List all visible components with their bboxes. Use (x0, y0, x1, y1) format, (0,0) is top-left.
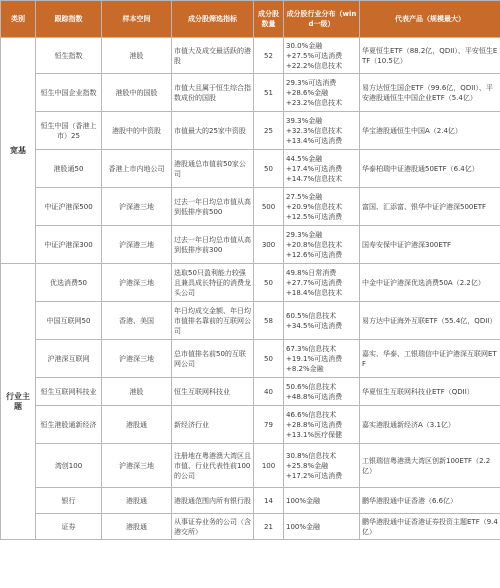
dist-line: +48.8%可选消费 (286, 392, 343, 401)
header-products: 代表产品（规模最大） (360, 1, 500, 38)
index-name: 恒生互联网科技业 (36, 378, 102, 406)
screening-criteria: 恒生互联网科技业 (172, 378, 254, 406)
dist-line: 100%金融 (286, 496, 321, 505)
representative-product: 易方达中证海外互联ETF（55.4亿，QDII） (360, 302, 500, 340)
representative-product: 富国、汇添富、银华中证沪港深500ETF (360, 188, 500, 226)
dist-line: +13.1%医疗保健 (286, 430, 343, 439)
category-industry-theme: 行业主题 (1, 264, 36, 540)
dist-line: 46.6%信息技术 (286, 410, 337, 419)
dist-line: 50.6%信息技术 (286, 382, 337, 391)
table-header-row (1, 1, 500, 38)
screening-criteria: 过去一年日均总市值从高到低排序前300 (172, 226, 254, 264)
sample-space: 沪深港三地 (102, 188, 172, 226)
dist-line: +8.2%金融 (286, 364, 324, 373)
industry-distribution (284, 38, 360, 74)
industry-distribution (284, 112, 360, 150)
dist-line: +17.4%可选消费 (286, 164, 343, 173)
constituent-count: 51 (254, 74, 284, 112)
screening-criteria: 注册地在粤港澳大湾区且市值、行业代表性前100的公司 (172, 444, 254, 488)
industry-distribution (284, 226, 360, 264)
dist-line: +23.2%信息技术 (286, 98, 343, 107)
table-row (1, 264, 500, 302)
constituent-count: 25 (254, 112, 284, 150)
index-name: 中证沪港深500 (36, 188, 102, 226)
header-industry-dist: 成分股行业分布（wind一级） (284, 1, 360, 38)
representative-product: 中金中证沪港深优选消费50A（2.2亿） (360, 264, 500, 302)
dist-line: +22.2%信息技术 (286, 61, 343, 70)
sample-space: 沪深港三地 (102, 226, 172, 264)
index-name: 银行 (36, 488, 102, 514)
sample-space: 港股通 (102, 514, 172, 540)
sample-space: 沪港深三地 (102, 340, 172, 378)
table-row (1, 74, 500, 112)
header-sample-space: 样本空间 (102, 1, 172, 38)
screening-criteria: 从事证券业务的公司（含港交所） (172, 514, 254, 540)
table-row (1, 188, 500, 226)
table-row (1, 488, 500, 514)
index-name: 中证沪港深300 (36, 226, 102, 264)
header-screening: 成分股筛选指标 (172, 1, 254, 38)
table-row (1, 444, 500, 488)
table-row (1, 302, 500, 340)
constituent-count: 79 (254, 406, 284, 444)
table-row (1, 378, 500, 406)
table-row (1, 340, 500, 378)
industry-distribution (284, 488, 360, 514)
dist-line: 29.3%可选消费 (286, 78, 337, 87)
dist-line: +28.6%金融 (286, 88, 329, 97)
dist-line: +34.5%可选消费 (286, 321, 343, 330)
representative-product: 鹏华港股通中证香港证券投资主题ETF（9.4亿） (360, 514, 500, 540)
sample-space: 沪港深三地 (102, 444, 172, 488)
representative-product: 工银瑞信粤港澳大湾区创新100ETF（2.2亿） (360, 444, 500, 488)
constituent-count: 100 (254, 444, 284, 488)
dist-line: +18.4%信息技术 (286, 288, 343, 297)
representative-product: 国寿安保中证沪港深300ETF (360, 226, 500, 264)
sample-space: 港股 (102, 38, 172, 74)
dist-line: 49.8%日常消费 (286, 268, 337, 277)
dist-line: +32.3%信息技术 (286, 126, 343, 135)
constituent-count: 58 (254, 302, 284, 340)
sample-space: 港股中的中资股 (102, 112, 172, 150)
index-name: 恒生港股通新经济 (36, 406, 102, 444)
dist-line: 30.0%金融 (286, 41, 323, 50)
screening-criteria: 市值最大的25家中资股 (172, 112, 254, 150)
dist-line: +20.9%信息技术 (286, 202, 343, 211)
screening-criteria: 选取50只盈利能力较强且兼具成长特征的消费龙头公司 (172, 264, 254, 302)
table-row (1, 514, 500, 540)
representative-product: 华夏恒生ETF（88.2亿，QDII）、平安恒生ETF（10.5亿） (360, 38, 500, 74)
index-name: 湾创100 (36, 444, 102, 488)
representative-product: 易方达恒生国企ETF（99.6亿，QDII）、平安港股通恒生中国企业ETF（5.4亿） (360, 74, 500, 112)
header-category: 类别 (1, 1, 36, 38)
index-name: 沪港深互联网 (36, 340, 102, 378)
constituent-count: 50 (254, 264, 284, 302)
index-name: 港股通50 (36, 150, 102, 188)
dist-line: 44.5%金融 (286, 154, 323, 163)
dist-line: 30.8%信息技术 (286, 451, 337, 460)
dist-line: +28.8%可选消费 (286, 420, 343, 429)
industry-distribution (284, 302, 360, 340)
industry-distribution (284, 444, 360, 488)
dist-line: +27.5%可选消费 (286, 51, 343, 60)
constituent-count: 52 (254, 38, 284, 74)
table-row (1, 112, 500, 150)
table-row (1, 150, 500, 188)
dist-line: +14.7%信息技术 (286, 174, 343, 183)
screening-criteria: 新经济行业 (172, 406, 254, 444)
industry-distribution (284, 74, 360, 112)
index-name: 恒生中国企业指数 (36, 74, 102, 112)
index-name: 证券 (36, 514, 102, 540)
sample-space: 港股通 (102, 488, 172, 514)
industry-distribution (284, 378, 360, 406)
sample-space: 香港上市内地公司 (102, 150, 172, 188)
header-index-name: 跟踪指数 (36, 1, 102, 38)
constituent-count: 50 (254, 150, 284, 188)
index-name: 恒生指数 (36, 38, 102, 74)
index-name: 中国互联网50 (36, 302, 102, 340)
screening-criteria: 年日均成交金额、年日均市值排名靠前的互联网公司 (172, 302, 254, 340)
dist-line: +27.7%可选消费 (286, 278, 343, 287)
constituent-count: 500 (254, 188, 284, 226)
industry-distribution (284, 406, 360, 444)
sample-space: 沪港深三地 (102, 264, 172, 302)
dist-line: 100%金融 (286, 522, 321, 531)
sample-space: 港股通 (102, 406, 172, 444)
dist-line: +20.8%信息技术 (286, 240, 343, 249)
dist-line: +12.5%可选消费 (286, 212, 343, 221)
constituent-count: 50 (254, 340, 284, 378)
dist-line: +12.6%可选消费 (286, 250, 343, 259)
constituent-count: 14 (254, 488, 284, 514)
index-name: 恒生中国（香港上市）25 (36, 112, 102, 150)
representative-product: 华泰柏瑞中证港股通50ETF（6.4亿） (360, 150, 500, 188)
sample-space: 香港、美国 (102, 302, 172, 340)
screening-criteria: 市值大及成交最活跃的港股 (172, 38, 254, 74)
screening-criteria: 港股通范围内所有银行股 (172, 488, 254, 514)
dist-line: 67.3%信息技术 (286, 344, 337, 353)
constituent-count: 40 (254, 378, 284, 406)
index-name: 优选消费50 (36, 264, 102, 302)
sample-space: 港股 (102, 378, 172, 406)
screening-criteria: 港股通总市值前50家公司 (172, 150, 254, 188)
dist-line: 39.3%金融 (286, 116, 323, 125)
header-constituents: 成分股数量 (254, 1, 284, 38)
screening-criteria: 过去一年日均总市值从高到低排序前500 (172, 188, 254, 226)
representative-product: 华夏恒生互联网科技业ETF（QDII） (360, 378, 500, 406)
dist-line: 27.5%金融 (286, 192, 323, 201)
dist-line: +17.2%可选消费 (286, 471, 343, 480)
representative-product: 华宝港股通恒生中国A（2.4亿） (360, 112, 500, 150)
dist-line: +25.8%金融 (286, 461, 329, 470)
representative-product: 嘉实港股通新经济A（3.1亿） (360, 406, 500, 444)
screening-criteria: 总市值排名前50的互联网公司 (172, 340, 254, 378)
constituent-count: 21 (254, 514, 284, 540)
dist-line: +13.4%可选消费 (286, 136, 343, 145)
industry-distribution (284, 264, 360, 302)
sample-space: 港股中的国股 (102, 74, 172, 112)
industry-distribution (284, 188, 360, 226)
table-row (1, 226, 500, 264)
table-row (1, 406, 500, 444)
dist-line: 60.5%信息技术 (286, 311, 337, 320)
table-row (1, 38, 500, 74)
industry-distribution (284, 514, 360, 540)
category-broad-based: 宽基 (1, 38, 36, 264)
constituent-count: 300 (254, 226, 284, 264)
dist-line: +19.1%可选消费 (286, 354, 343, 363)
industry-distribution (284, 340, 360, 378)
representative-product: 鹏华港股通中证香港（6.6亿） (360, 488, 500, 514)
industry-distribution (284, 150, 360, 188)
screening-criteria: 市值大且属于恒生综合指数成份的国股 (172, 74, 254, 112)
dist-line: 29.3%金融 (286, 230, 323, 239)
representative-product: 嘉实、华泰、工银瑞信中证沪港深互联网ETF (360, 340, 500, 378)
